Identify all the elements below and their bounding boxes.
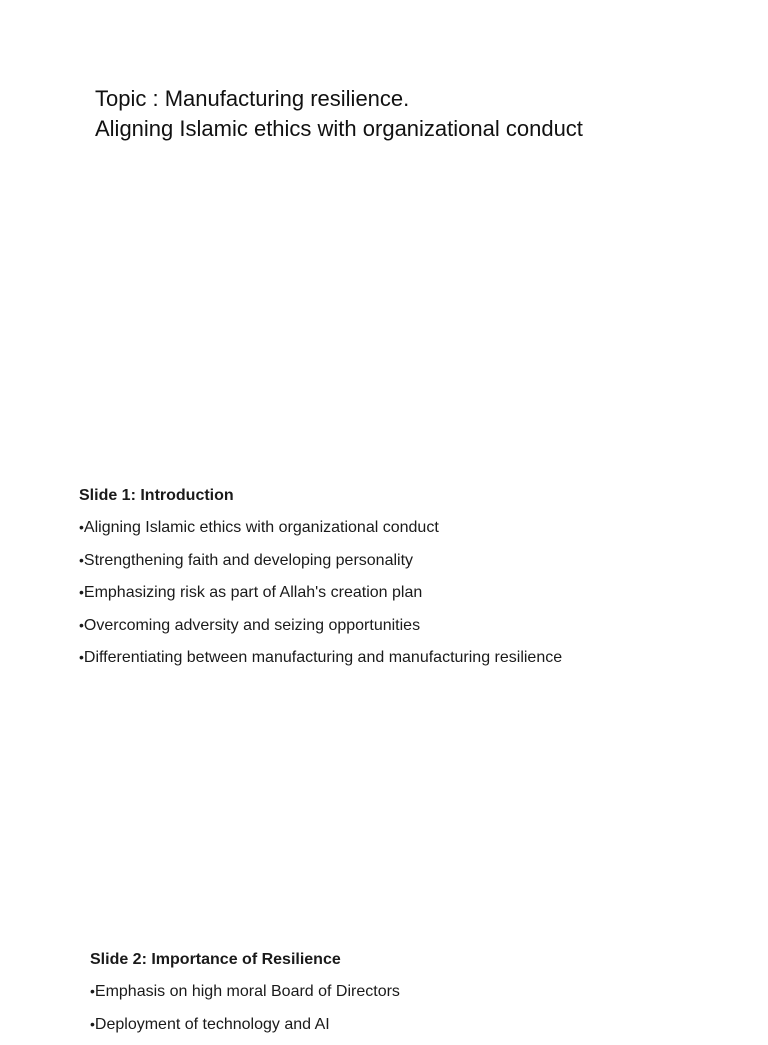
bullet-icon: • [79, 649, 84, 665]
slide-1-section [79, 485, 562, 679]
bullet-icon: • [79, 519, 84, 535]
list-item-text: Strengthening faith and developing personality [83, 551, 414, 569]
bullet-icon: • [79, 584, 84, 600]
bullet-icon: • [90, 983, 95, 999]
list-item [90, 980, 400, 1003]
topic-line-2: Aligning Islamic ethics with organizational conduct [95, 116, 583, 141]
list-item [79, 549, 562, 572]
list-item-text: Differentiating between manufacturing and manufacturing resilience [83, 649, 563, 666]
list-item [79, 516, 562, 539]
topic-title [95, 84, 583, 144]
bullet-icon: • [79, 551, 84, 568]
list-item-text: Overcoming adversity and seizing opportunities [83, 616, 421, 634]
list-item [79, 581, 562, 604]
list-item-text: Emphasis on high moral Board of Directors [94, 983, 400, 1000]
list-item-text: Emphasizing risk as part of Allah's creation plan [83, 584, 423, 601]
slide-2-heading: Slide 2: Importance of Resilience [90, 951, 341, 968]
topic-line-1: Topic : Manufacturing resilience. [95, 86, 410, 111]
slide-2-section [90, 949, 400, 1045]
list-item [79, 646, 562, 669]
list-item-text: Deployment of technology and AI [94, 1015, 330, 1033]
list-item-text: Aligning Islamic ethics with organizational conduct [83, 519, 439, 536]
list-item [79, 614, 562, 637]
bullet-icon: • [79, 616, 84, 633]
list-item [90, 1013, 400, 1036]
bullet-icon: • [90, 1015, 95, 1032]
slide-1-heading: Slide 1: Introduction [79, 487, 234, 504]
